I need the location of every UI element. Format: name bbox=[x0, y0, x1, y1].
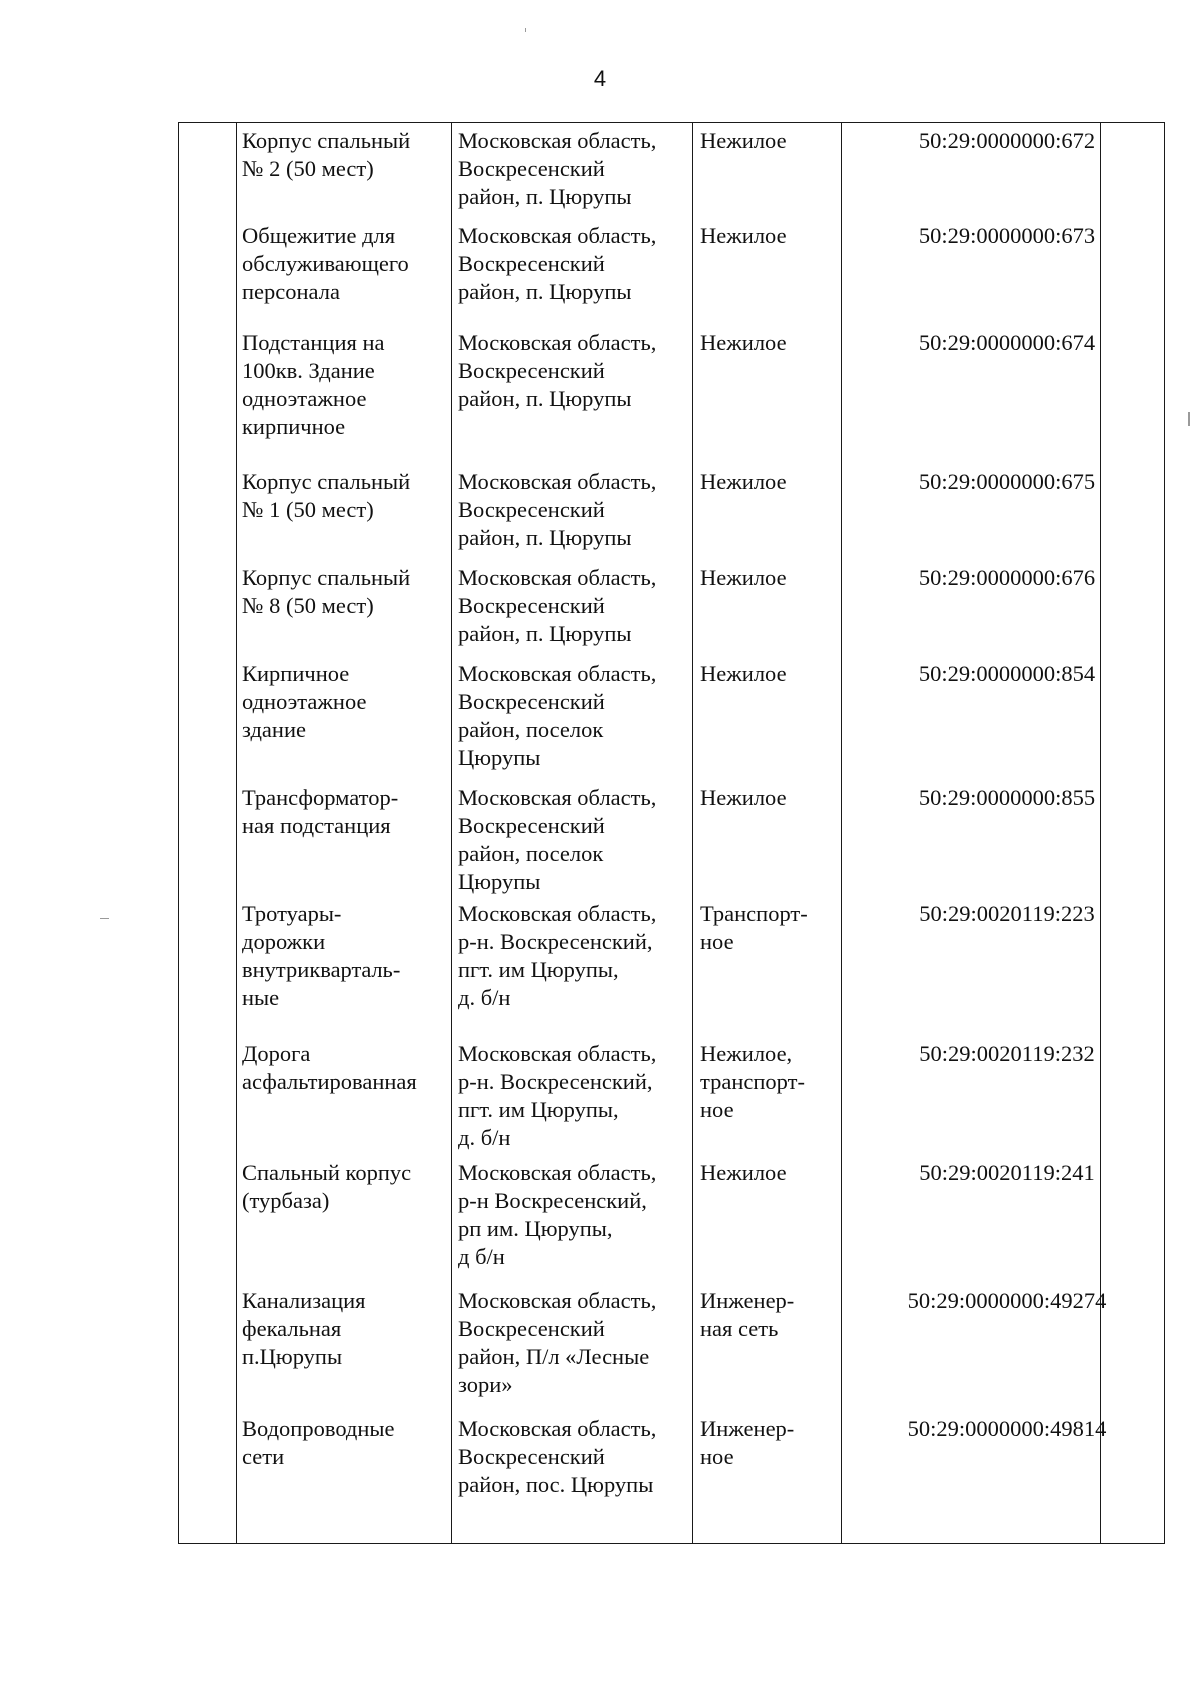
cadastral-number: 50:29:0000000:674 bbox=[918, 330, 1096, 355]
object-address: Московская область, Воскресенский район, пос. Цюрупы bbox=[458, 1416, 657, 1497]
object-name: Тротуары- дорожки внутриквартaль- ные bbox=[242, 901, 401, 1010]
cadastral-number: 50:29:0000000:49274 bbox=[907, 1288, 1107, 1313]
object-address: Московская область, Воскресенский район, П/л «Лесные зори» bbox=[458, 1288, 657, 1397]
cadastral-number: 50:29:0020119:223 bbox=[919, 901, 1095, 926]
object-address: Московская область, Воскресенский район, поселок Цюрупы bbox=[458, 661, 657, 770]
property-table bbox=[178, 122, 1165, 1544]
object-type: Инженер- ное bbox=[700, 1416, 795, 1469]
object-address: Московская область, Воскресенский район, п. Цюрупы bbox=[458, 330, 657, 411]
column-divider bbox=[841, 123, 842, 1543]
object-address: Московская область, Воскресенский район, п. Цюрупы bbox=[458, 223, 657, 304]
object-type: Нежилое bbox=[700, 128, 787, 153]
object-name: Корпус спальный № 2 (50 мест) bbox=[242, 128, 411, 181]
object-type: Нежилое bbox=[700, 565, 787, 590]
object-name: Корпус спальный № 8 (50 мест) bbox=[242, 565, 411, 618]
page-number: 4 bbox=[593, 66, 607, 91]
column-divider bbox=[236, 123, 237, 1543]
object-address: Московская область, Воскресенский район, п. Цюрупы bbox=[458, 469, 657, 550]
cadastral-number: 50:29:0020119:241 bbox=[919, 1160, 1095, 1185]
column-divider bbox=[451, 123, 452, 1543]
object-address: Московская область, р-н. Воскресенский, пгт. им Цюрупы, д. б/н bbox=[458, 1041, 657, 1150]
object-type: Нежилое bbox=[700, 661, 787, 686]
object-address: Московская область, Воскресенский район, п. Цюрупы bbox=[458, 565, 657, 646]
cadastral-number: 50:29:0000000:855 bbox=[918, 785, 1096, 810]
object-name: Кирпичное одноэтажное здание bbox=[242, 661, 367, 742]
object-name: Спальный корпус (турбаза) bbox=[242, 1160, 412, 1213]
object-type: Нежилое bbox=[700, 330, 787, 355]
object-name: Дорога асфальтированная bbox=[242, 1041, 417, 1094]
cadastral-number: 50:29:0000000:676 bbox=[918, 565, 1096, 590]
cadastral-number: 50:29:0000000:49814 bbox=[907, 1416, 1107, 1441]
object-type: Нежилое bbox=[700, 469, 787, 494]
object-type: Нежилое bbox=[700, 223, 787, 248]
cadastral-number: 50:29:0000000:675 bbox=[918, 469, 1096, 494]
scan-mark bbox=[525, 28, 526, 32]
cadastral-number: 50:29:0000000:672 bbox=[918, 128, 1096, 153]
object-name: Канализация фекальная п.Цюрупы bbox=[242, 1288, 366, 1369]
object-name: Корпус спальный № 1 (50 мест) bbox=[242, 469, 411, 522]
object-type: Нежилое, транспорт- ное bbox=[700, 1041, 805, 1122]
object-name: Подстанция на 100кв. Здание одноэтажное кирпичное bbox=[242, 330, 385, 439]
object-address: Московская область, Воскресенский район, поселок Цюрупы bbox=[458, 785, 657, 894]
object-name: Общежитие для обслуживающего персонала bbox=[242, 223, 409, 304]
object-address: Московская область, р-н. Воскресенский, пгт. им Цюрупы, д. б/н bbox=[458, 901, 657, 1010]
object-type: Инженер- ная сеть bbox=[700, 1288, 795, 1341]
scan-mark bbox=[100, 918, 109, 919]
object-name: Трансформатор- ная подстанция bbox=[242, 785, 399, 838]
object-type: Нежилое bbox=[700, 1160, 787, 1185]
cadastral-number: 50:29:0000000:673 bbox=[918, 223, 1096, 248]
object-address: Московская область, р-н Воскресенский, рп им. Цюрупы, д б/н bbox=[458, 1160, 657, 1269]
scan-mark bbox=[1188, 412, 1190, 426]
object-address: Московская область, Воскресенский район, п. Цюрупы bbox=[458, 128, 657, 209]
cadastral-number: 50:29:0020119:232 bbox=[919, 1041, 1095, 1066]
object-type: Транспорт- ное bbox=[700, 901, 808, 954]
cadastral-number: 50:29:0000000:854 bbox=[918, 661, 1096, 686]
object-type: Нежилое bbox=[700, 785, 787, 810]
object-name: Водопроводные сети bbox=[242, 1416, 395, 1469]
